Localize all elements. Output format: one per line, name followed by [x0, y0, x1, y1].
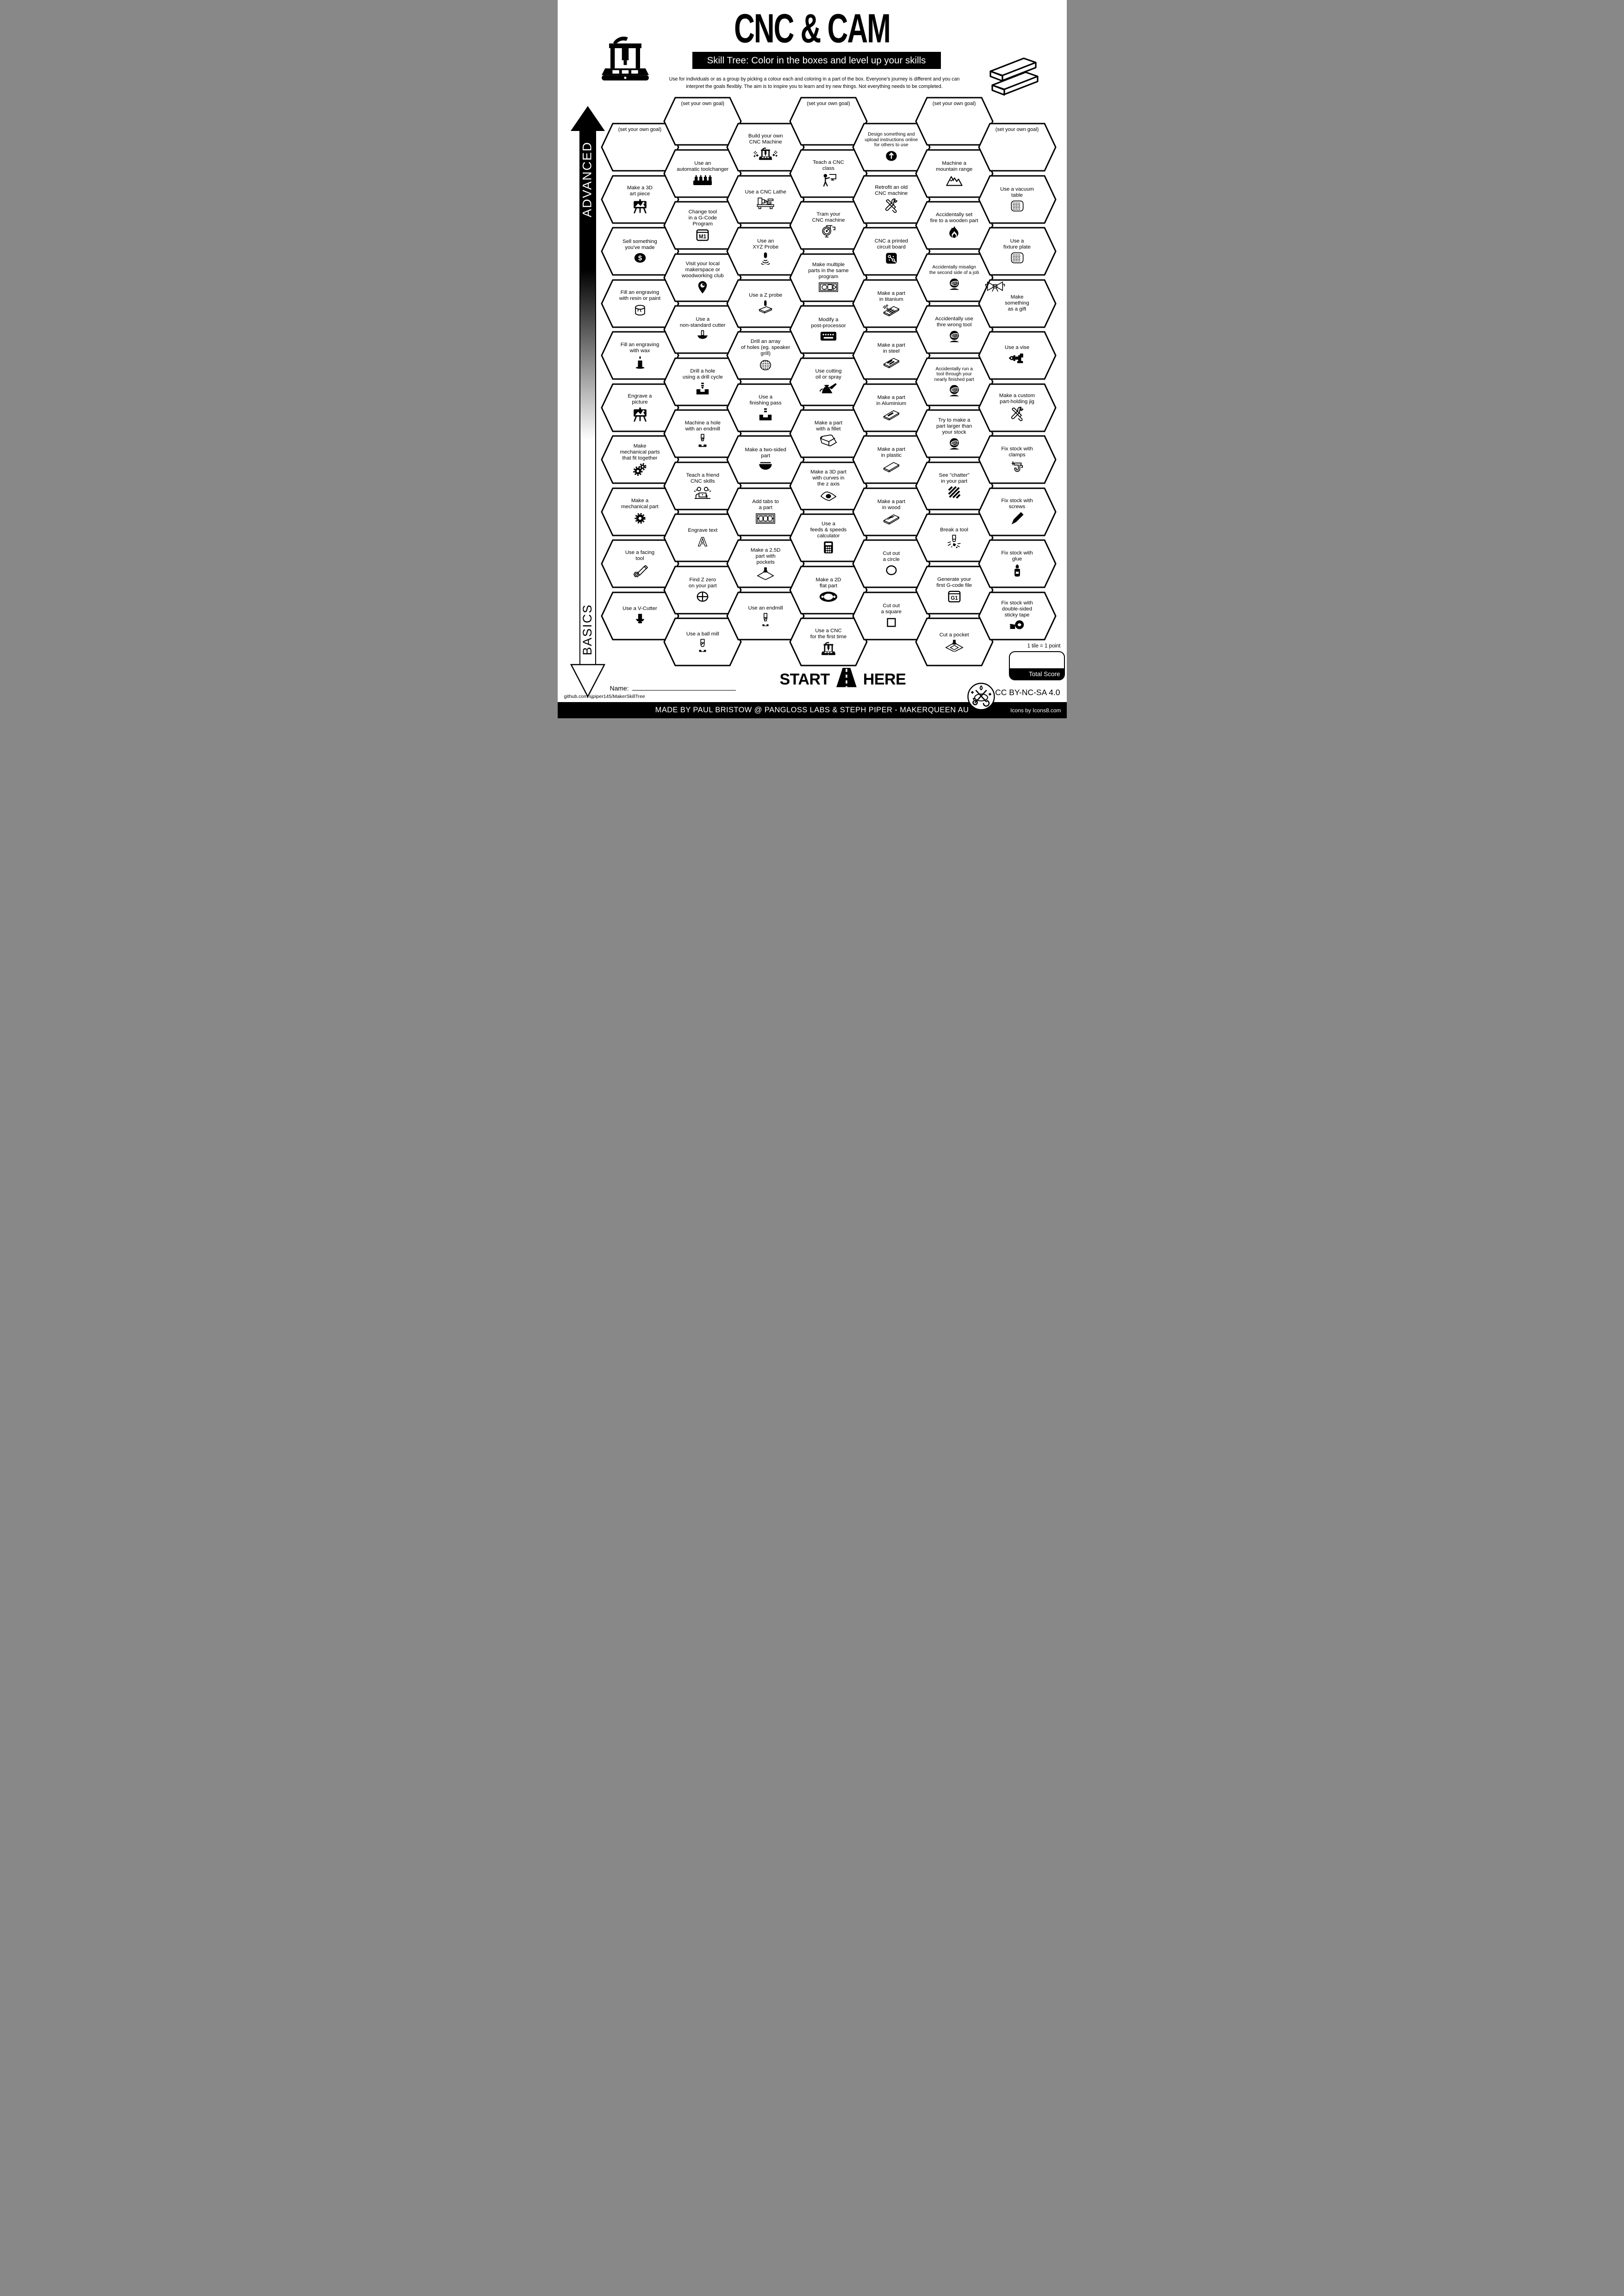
hex-label: Accidentally use thre wrong tool	[935, 316, 973, 328]
hex-label: Generate your first G-code file	[936, 576, 972, 588]
gear-icon	[633, 511, 647, 525]
finishing-pass-icon	[758, 408, 773, 421]
name-label: Name:	[610, 684, 629, 692]
facepalm-icon	[947, 384, 961, 397]
start-label: START	[779, 670, 830, 688]
hex-label: CNC a printed circuit board	[874, 238, 908, 250]
hex-label: Modify a post-processor	[811, 317, 846, 329]
hex-label: Use cutting oil or spray	[815, 368, 842, 380]
hex-label: Use a non-standard cutter	[679, 317, 726, 329]
g1-icon	[947, 590, 961, 603]
total-score-box[interactable]	[1009, 651, 1065, 680]
hex-label: Make a part in plastic	[877, 447, 905, 459]
maker-badge-icon	[967, 682, 996, 713]
hex-label: Use a V-Cutter	[622, 605, 657, 611]
hex-label: Fix stock with screws	[1001, 498, 1033, 510]
advanced-label: ADVANCED	[580, 141, 594, 218]
hex-label: Make mechanical parts that fit together	[620, 443, 660, 461]
fire-icon	[948, 225, 960, 239]
hex-label: Teach a friend CNC skills	[686, 472, 720, 484]
license-label: CC BY-NC-SA 4.0	[995, 688, 1060, 697]
dovetail-cutter-icon	[695, 330, 710, 342]
hex-label: Try to make a part larger than your stock	[936, 417, 972, 435]
endmill-hole-icon	[696, 434, 709, 448]
hex-label: Make a part in steel	[877, 342, 905, 355]
hex-use-a-vacuum-table[interactable]	[978, 175, 1057, 224]
dot-plate-icon	[1010, 252, 1024, 264]
gift-bow-icon	[984, 280, 1006, 292]
hex-label: Use an endmill	[748, 605, 783, 611]
hex-label: Break a tool	[940, 527, 969, 533]
hex-label: (set your own goal)	[932, 101, 976, 106]
titanium-icon	[882, 304, 901, 317]
chatter-icon	[948, 486, 961, 499]
z-curves-icon	[820, 489, 837, 502]
calculator-icon	[823, 541, 834, 554]
steel-icon	[882, 356, 901, 368]
hex-label: Fix stock with clamps	[1001, 446, 1033, 458]
hex-label: Use a CNC Lathe	[745, 189, 786, 195]
xyz-probe-icon	[759, 252, 772, 265]
square-icon	[885, 616, 897, 628]
arrow-up-icon	[570, 105, 605, 134]
hex-label: (set your own goal)	[807, 101, 850, 106]
hex-label: Teach a CNC class	[813, 159, 844, 171]
hex-label: Use a vise	[1004, 344, 1030, 350]
wood-planks-icon	[986, 52, 1041, 101]
multi-parts-icon	[818, 281, 839, 293]
hex-label: Visit your local makerspace or woodworking club	[682, 261, 724, 279]
teach-class-icon	[820, 173, 837, 187]
hex-label: Design something and upload instructions online for others to use	[865, 132, 918, 148]
hex-label: Use an automatic toolchanger	[677, 161, 729, 172]
hex-label: Fix stock with double-sided sticky tape	[1001, 600, 1033, 618]
hex-use-a-vise[interactable]	[978, 331, 1057, 380]
road-icon	[835, 667, 858, 692]
made-by-label: MADE BY PAUL BRISTOW @ PANGLOSS LABS & STEPH PIPER - MAKERQUEEN AU	[655, 706, 969, 714]
hex-label: Make a mechanical part	[621, 498, 659, 510]
break-tool-icon	[946, 535, 962, 548]
svg-text:G1: G1	[950, 595, 958, 602]
hex-label: Engrave text	[688, 528, 718, 534]
hex-label: Make something as a gift	[1005, 294, 1029, 312]
svg-text:M1: M1	[699, 234, 707, 240]
hex-label: Use a feeds & speeds calculator	[810, 521, 847, 539]
hex-label: Make a 2.5D part with pockets	[750, 547, 781, 565]
upload-icon	[885, 149, 898, 162]
svg-text:$: $	[638, 254, 642, 262]
speaker-grill-icon	[759, 358, 772, 372]
description	[663, 76, 966, 91]
facepalm-icon	[947, 277, 961, 290]
map-pin-icon	[697, 280, 708, 294]
hex-label: Make a 3D art piece	[627, 185, 653, 197]
hex-make-a-custom-part-holding-jig[interactable]	[978, 383, 1057, 432]
hex-label: Fix stock with glue	[1001, 550, 1033, 562]
clamp-icon	[1010, 460, 1024, 473]
here-label: HERE	[863, 670, 906, 688]
hex-label: Drill a hole using a drill cycle	[682, 368, 723, 380]
hex-label: Accidentally set fire to a wooden part	[930, 212, 978, 224]
github-link: github.com/sjpiper145/MakerSkillTree	[564, 694, 645, 699]
facepalm-icon	[947, 330, 961, 342]
hex-make-something-as-a-gift[interactable]	[978, 279, 1057, 328]
hex-label: Make a part in Aluminium	[876, 394, 907, 406]
toolchanger-icon	[692, 174, 713, 186]
hex-label: Make a part with a fillet	[814, 420, 843, 432]
cut-pocket-icon	[945, 640, 964, 652]
hex-label: Fill an engraving with wax	[620, 342, 660, 354]
oil-can-icon	[819, 382, 838, 395]
crosshair-icon	[695, 591, 710, 603]
hex-label: Use a finishing pass	[749, 394, 782, 406]
drill-cycle-icon	[695, 382, 710, 395]
circle-icon	[884, 564, 898, 576]
letter-a-icon	[697, 535, 709, 548]
hex-label: See "chatter" in your part	[939, 473, 970, 484]
hex-label: Change tool in a G-Code Program	[688, 209, 717, 227]
hex-label: Make a 2D flat part	[815, 577, 841, 589]
easel-icon	[632, 407, 648, 422]
glue-icon	[1013, 564, 1022, 577]
endmill-icon	[759, 613, 772, 627]
hex-label: Find Z zero on your part	[688, 577, 717, 589]
hex-label: Use a ball mill	[686, 631, 719, 637]
hex-fix-stock-with-clamps[interactable]	[978, 435, 1057, 484]
pocket-25d-icon	[756, 567, 775, 580]
hex-use-a-fixture-plate[interactable]	[978, 227, 1057, 276]
v-cutter-icon	[634, 613, 646, 626]
keyboard-icon	[820, 330, 837, 342]
hex-fix-stock-with-screws[interactable]	[978, 487, 1057, 536]
z-probe-icon	[758, 300, 773, 314]
hex-label: Accidentally misalign the second side of a job	[929, 265, 979, 275]
vise-icon	[1009, 352, 1026, 366]
tools-icon	[884, 198, 899, 214]
hex-label: (set your own goal)	[681, 101, 725, 106]
hex-label: Build your own CNC Machine	[748, 133, 783, 145]
hex-label: Machine a mountain range	[936, 160, 973, 172]
hex-label: Machine a hole with an endmill	[684, 420, 721, 432]
hex-label: Make a two-sided part	[745, 447, 786, 459]
hex-fix-stock-with-glue[interactable]	[978, 539, 1057, 588]
flat-part-icon	[818, 591, 839, 603]
svg-text:A: A	[698, 535, 708, 548]
basics-label: BASICS	[580, 604, 594, 656]
ball-mill-icon	[696, 639, 709, 653]
tools-icon	[1009, 406, 1025, 422]
dot-plate-icon	[1010, 200, 1024, 212]
fillet-icon	[819, 434, 838, 447]
hex-label: Accidentally run a tool through your nearly finished part	[934, 366, 974, 382]
hex-label: Make a part in wood	[877, 498, 905, 510]
hex-label: Use a fixture plate	[1003, 238, 1031, 250]
hex-label: Drill an array of holes (eg. speaker grill)	[740, 339, 790, 356]
hex-label: Cut out a square	[881, 603, 902, 615]
nail-icon	[1010, 511, 1024, 525]
hex-label: Cut out a circle	[883, 551, 900, 563]
hex-label: (set your own goal)	[995, 127, 1039, 132]
hex-label: Fill an engraving with resin or paint	[619, 290, 661, 301]
build-cnc-icon	[753, 147, 778, 161]
hex-label: Make a part in titanium	[877, 290, 905, 302]
m1-icon	[696, 229, 709, 242]
gears-icon	[633, 463, 647, 476]
start-here	[780, 667, 906, 692]
hex-label: Use a CNC for the first time	[810, 628, 847, 640]
hex-label: Make a custom part-holding jig	[999, 393, 1035, 404]
mountain-icon	[946, 174, 963, 187]
tape-icon	[1008, 620, 1026, 632]
hex-label: Cut a pocket	[939, 632, 969, 638]
name-field	[610, 684, 736, 692]
dial-gauge-icon	[820, 225, 837, 239]
hex-label: Tram your CNC machine	[812, 212, 845, 224]
hex-label: Retrofit an old CNC machine	[875, 185, 908, 196]
cnc-machine-icon	[820, 641, 837, 656]
dollar-icon	[633, 252, 647, 264]
tile-point-note: 1 tile = 1 point	[1027, 643, 1061, 649]
subtitle-bar: Skill Tree: Color in the boxes and level up your skills	[692, 52, 941, 69]
hex-label: Engrave a picture	[628, 393, 652, 405]
hex-label: Use a facing tool	[625, 549, 655, 561]
icons-credit-label: Icons by Icons8.com	[1010, 707, 1061, 714]
two-sided-icon	[758, 460, 773, 473]
facing-tool-icon	[632, 563, 648, 578]
total-score-bar: Total Score	[1010, 668, 1064, 679]
hex-label: Use a vacuum table	[1000, 186, 1034, 198]
tabs-icon	[755, 512, 776, 524]
page-title: CNC & CAM	[734, 6, 890, 52]
easel-icon	[632, 199, 648, 213]
hex-set-your-own-goal[interactable]	[978, 123, 1057, 172]
hex-label: Sell something you've made	[622, 238, 657, 250]
plastic-icon	[882, 460, 901, 473]
description-line2: interpret the goals flexibly. The aim is to inspire you to learn and try new things. Not everything needs to be completed.	[686, 83, 943, 89]
hex-label: Make a 3D part with curves in the z axis	[810, 469, 846, 487]
description-line1: Use for individuals or as a group by picking a colour each and coloring in a part of the box. Everyone's journey is different and you can	[669, 76, 960, 82]
hex-label: Add tabs to a part	[752, 499, 779, 510]
paint-bucket-icon	[633, 303, 647, 317]
aluminium-icon	[882, 408, 901, 421]
candle-icon	[635, 355, 645, 369]
hex-label: Use a Z probe	[749, 292, 783, 299]
pcb-icon	[885, 252, 898, 265]
skill-tree-poster	[558, 0, 1067, 718]
facepalm-icon	[947, 437, 961, 450]
wood-icon	[882, 512, 901, 525]
teach-friend-icon	[693, 486, 712, 499]
hex-label: Make multiple parts in the same program	[808, 261, 849, 280]
name-input-line[interactable]	[632, 684, 736, 691]
hex-fix-stock-with-double-sided-sticky-tape[interactable]	[978, 591, 1057, 641]
hex-label: (set your own goal)	[618, 127, 662, 132]
hex-label: Use an XYZ Probe	[753, 238, 779, 250]
lathe-icon	[756, 197, 775, 209]
